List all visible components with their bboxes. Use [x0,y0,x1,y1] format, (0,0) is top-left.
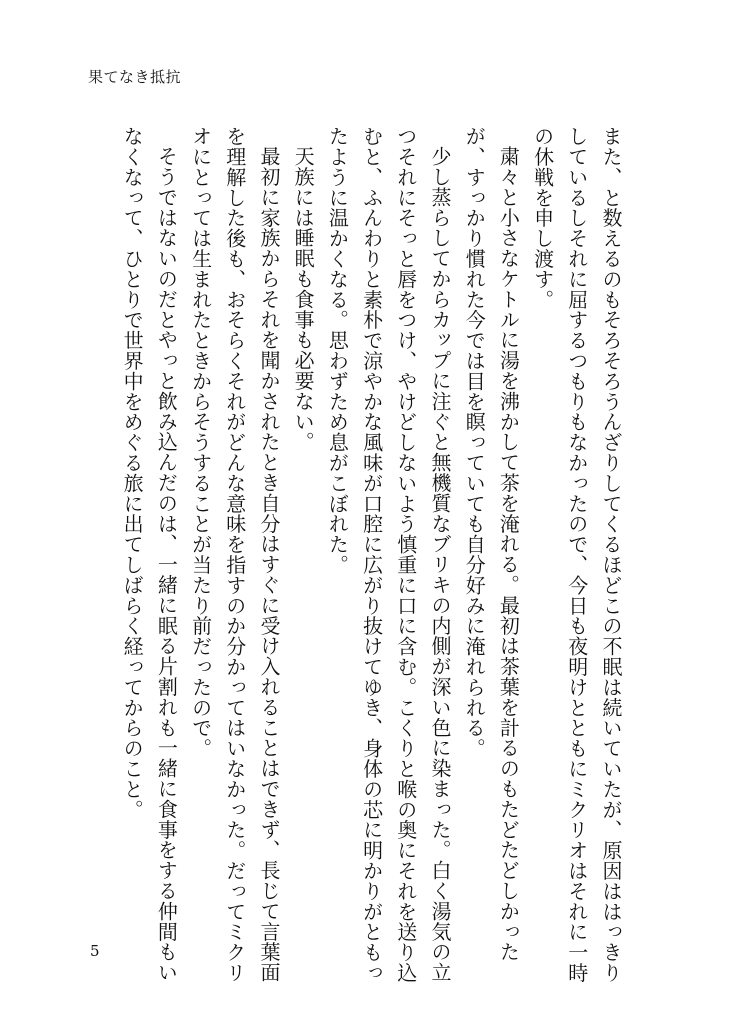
paragraph-3: 少し蒸らしてからカップに注ぐと無機質なブリキの内側が深い色に染まった。白く湯気の立つそれにそっと唇をつけ、やけどしないよう慎重に口に含む。こくりと喉の奥にそれを送り込むと、ふんわりと素朴で涼やかな風味が口腔に広がり抜けてゆき、身体の芯に明かりがともったように温かくなる。思わずため息がこぼれた。 [325,126,452,983]
page-number: 5 [90,942,100,960]
body-text [115,126,628,986]
paragraph-6: そうではないのだとやっと飲み込んだのは、一緒に眠る片割れも一緒に食事をする仲間もいなくなって、ひとりで世界中をめぐる旅に出てしばらく経ってからのこと。 [120,126,179,983]
running-header: 果てなき抵抗 [88,68,182,86]
paragraph-4: 天族には睡眠も食事も必要ない。 [291,146,316,452]
paragraph-1: また、と数えるのもそろそろうんざりしてくるほどこの不眠は続いていたが、原因ははっきりしているしそれに屈するつもりもなかったので、今日も夜明けとともにミクリオはそれに一時の休戦を申し渡す。 [530,126,623,983]
paragraph-5: 最初に家族からそれを聞かされたとき自分はすぐに受け入れることはできず、長じて言葉面を理解した後も、おそらくそれがどんな意味を指すのか分かってはいなかった。だってミクリオにとっては生まれたときからそうすることが当たり前だったので。 [188,126,281,983]
paragraph-2: 粛々と小さなケトルに湯を沸かして茶を淹れる。最初は茶葉を計るのもたどたどしかったが、すっかり慣れた今では目を瞑っていても自分好みに淹れられる。 [462,126,521,962]
